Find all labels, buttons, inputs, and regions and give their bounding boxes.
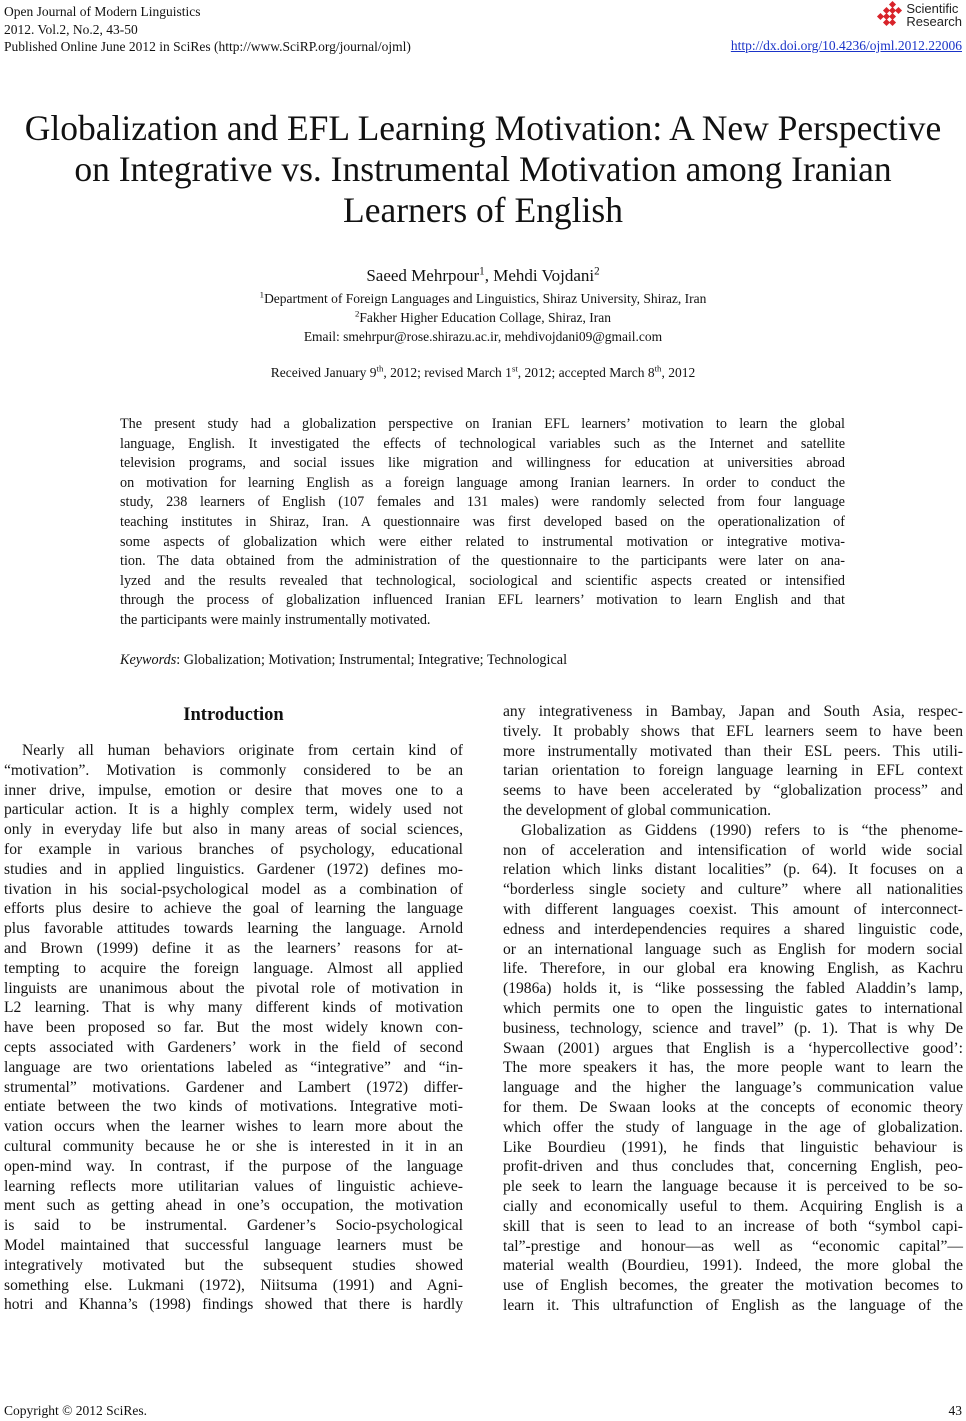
abstract — [120, 415, 845, 631]
t: , 2012; accepted March 8 — [517, 365, 655, 380]
text-line: language, English. It investigated the effects of technological variables such as the Internet and satellite — [120, 435, 845, 452]
t: , 2012 — [661, 365, 696, 380]
text-line: efforts plus desire to achieve the goal of learning the language — [4, 900, 463, 918]
text-line: studies and in applied linguistics. Gardener (1972) defines mo- — [4, 860, 463, 878]
text-line: L2 learning. That is why many different kinds of motivation — [4, 999, 463, 1017]
text-line: (1986a) holds it, is “like possessing the fabled Aladdin’s lamp, — [503, 980, 963, 998]
text-line: skill that is seen to lead to an increase of both “symbol capi- — [503, 1217, 963, 1235]
text-line: material wealth (Bourdieu, 1991). Indeed, the more global the — [503, 1257, 963, 1275]
affiliation-1 — [0, 289, 966, 308]
received-dates — [0, 365, 966, 381]
separator: , — [484, 266, 494, 285]
text-line: ment such as getting ahead in one’s occupation, the motivation — [4, 1197, 463, 1215]
text-line: have been proposed so far. But the most widely known con- — [4, 1019, 463, 1037]
text-line: profit-driven and thus concludes that, concerning English, peo- — [503, 1158, 963, 1176]
text-line: for example in various branches of psychology, educational — [4, 840, 463, 858]
authors — [0, 266, 966, 286]
text-line: any integrativeness in Bambay, Japan and South Asia, respec- — [503, 703, 963, 720]
affiliation-text: Fakher Higher Education Collage, Shiraz, Iran — [359, 310, 611, 325]
text-line: relation which links distant localities” (p. 64). It focuses on a — [503, 861, 963, 879]
logo-text-scientific: Scientific — [906, 1, 959, 16]
text-line: on motivation for learning English as a foreign language among Iranian learners. In order to conduct the — [120, 474, 845, 491]
left-column — [4, 741, 463, 1315]
t: st — [511, 363, 518, 374]
text-line: is said to be instrumental. Gardener’s Socio-psychological — [4, 1217, 463, 1235]
text-line: tempting to acquire the foreign language. Almost all applied — [4, 959, 463, 977]
scirp-logo — [873, 0, 962, 30]
text-line: seems to have been accelerated by “globalization process” and — [503, 782, 963, 800]
text-line: use of English becomes, the greater the motivation becomes to — [503, 1277, 963, 1295]
text-line: cially and economically useful to them. Acquiring English is a — [503, 1197, 963, 1215]
text-line: for them. De Swaan looks at the concepts of economic theory — [503, 1098, 963, 1116]
diamond-logo-icon — [873, 0, 903, 30]
text-line: tion. The data obtained from the administration of the questionnaire to the participants were later on ana- — [120, 553, 845, 570]
logo-text-research: Research — [906, 14, 962, 29]
t: th — [654, 363, 662, 374]
text-line: learn it. This ultrafunction of English as the language of the — [503, 1296, 963, 1314]
author-name: Mehdi Vojdani — [493, 266, 595, 285]
text-line: edness and interdependencies requires a shared linguistic code, — [503, 920, 963, 938]
text-line: strumental” motivations. Gardener and Lambert (1972) differ- — [4, 1078, 463, 1096]
text-line: only in everyday life but also in many areas of social sciences, — [4, 821, 463, 839]
text-line: business, technology, science and travel” (p. 1). That is why De — [503, 1019, 963, 1037]
affiliation-2 — [0, 308, 966, 327]
affiliation-text: Department of Foreign Languages and Linguistics, Shiraz University, Shiraz, Iran — [264, 291, 707, 306]
text-line: cepts associated with Gardeners’ work in the field of second — [4, 1038, 463, 1056]
text-line: Globalization as Giddens (1990) refers to is “the phenome- — [521, 821, 963, 839]
author-name: Saeed Mehrpour — [366, 266, 480, 285]
journal-header — [4, 3, 411, 56]
t: th — [376, 363, 384, 374]
copyright: Copyright © 2012 SciRes. — [4, 1403, 148, 1418]
right-column — [503, 702, 963, 1316]
text-line: tively. It probably shows that EFL learners seem to have been — [503, 722, 963, 740]
text-line: “borderless single society and culture” where all nationalities — [503, 881, 963, 899]
text-line: which offer the study of language in the age of globalization. — [503, 1118, 963, 1136]
text-line: and Brown (1999) define it as the learners’ reasons for at- — [4, 939, 463, 957]
text-line: tal”-prestige and honour—as well as “economic capital”— — [503, 1237, 963, 1255]
keywords-label: Keywords — [120, 652, 177, 668]
text-line: The present study had a globalization perspective on Iranian EFL learners’ motivation to learn the global — [120, 416, 845, 432]
text-line: Like Bourdieu (1991), he finds that linguistic behaviour is — [503, 1138, 963, 1156]
text-line: tivation in his social-psychological model as a combination of — [4, 880, 463, 898]
text-line: ple seek to learn the language because it is perceived to be so- — [503, 1178, 963, 1196]
text-line: plus favorable attitudes towards learning the language. Arnold — [4, 920, 463, 938]
text-line: tarian orientation to foreign language learning in EFL context — [503, 762, 963, 780]
section-heading: Introduction — [183, 705, 284, 725]
text-line: hotri and Khanna’s (1998) findings showed that there is hardly — [4, 1296, 463, 1314]
text-line: Swaan (2001) argues that English is a ‘hypercollective good’: — [503, 1039, 963, 1057]
email: Email: smehrpur@rose.shirazu.ac.ir, mehdivojdani09@gmail.com — [303, 329, 663, 344]
text-line: integratively motivated but the subsequent studies showed — [4, 1256, 463, 1274]
title-line: Globalization and EFL Learning Motivation: A New Perspective — [24, 108, 942, 148]
paper-title — [0, 108, 966, 231]
text-line: more instrumentally motivated than their ESL peers. This utili- — [503, 742, 963, 760]
journal-name: Open Journal of Modern Linguistics — [4, 4, 201, 19]
text-line: The more speakers it has, the more people want to learn the — [503, 1059, 963, 1077]
text-line: something else. Lukmani (1972), Niitsuma (1991) and Agni- — [4, 1276, 463, 1294]
keywords-text: : Globalization; Motivation; Instrumental; Integrative; Technological — [176, 652, 568, 668]
text-line: cultural community because he or she is interested in it in an — [4, 1137, 463, 1155]
text-line: lyzed and the results revealed that technological, sociological and scientific aspects created or intensified — [120, 572, 845, 589]
text-line: some aspects of globalization which were either related to instrumental motivation or integrative motiva- — [120, 533, 845, 550]
affiliations — [0, 289, 966, 346]
doi-link[interactable]: http://dx.doi.org/10.4236/ojml.2012.22006 — [730, 38, 962, 53]
text-line: study, 238 learners of English (107 females and 131 males) were randomly selected from four language — [120, 494, 845, 511]
text-line: the participants were mainly instrumentally motivated. — [120, 611, 431, 628]
text-line: language and the higher the language’s communication value — [503, 1079, 963, 1097]
text-line: life. Therefore, in our global era knowing English, as Kachru — [503, 960, 963, 978]
title-line: on Integrative vs. Instrumental Motivation among Iranian — [74, 149, 892, 189]
text-line: with different languages coexist. This amount of interconnect- — [503, 900, 963, 918]
text-line: linguists are unanimous about the pivotal role of motivation in — [4, 979, 463, 997]
affiliation-marker: 2 — [355, 308, 360, 319]
title-line: Learners of English — [343, 190, 623, 230]
journal-volume: 2012. Vol.2, No.2, 43-50 — [4, 21, 138, 37]
publication-info: Published Online June 2012 in SciRes (http://www.SciRP.org/journal/ojml) — [4, 39, 411, 54]
page-number: 43 — [948, 1403, 962, 1418]
text-line: entiate between the two kinds of motivations. Integrative moti- — [4, 1098, 463, 1116]
text-line: or an international language such as English for modern social — [503, 940, 963, 958]
text-line: vation occurs when the learner wishes to learn more about the — [4, 1118, 463, 1136]
text-line: language are two orientations labeled as “integrative” and “in- — [4, 1058, 463, 1076]
text-line: teaching institutes in Shiraz, Iran. A questionnaire was first developed based on the operationalization of — [120, 513, 845, 530]
text-line: Nearly all human behaviors originate from certain kind of — [22, 742, 463, 759]
text-line: Model maintained that successful language learners must be — [4, 1236, 463, 1254]
text-line: which permits one to open the linguistic gates to international — [503, 999, 963, 1017]
text-line: particular action. It is a highly complex term, widely used not — [4, 801, 463, 819]
affiliation-marker: 1 — [479, 265, 485, 278]
text-line: open-mind way. In contrast, if the purpose of the language — [4, 1157, 463, 1175]
text-line: the development of global communication. — [503, 801, 772, 819]
text-line: through the process of globalization influenced Iranian EFL learners’ motivation to learn English and that — [120, 592, 845, 609]
keywords — [120, 652, 567, 669]
affiliation-marker: 2 — [594, 265, 600, 278]
text-line: learning reflects more utilitarian values of linguistic achieve- — [4, 1177, 463, 1195]
t: Received January 9 — [270, 365, 377, 380]
text-line: inner drive, impulse, emotion or desire that moves one to a — [4, 781, 463, 799]
text-line: television programs, and social issues like migration and willingness for education at universities abroad — [120, 455, 845, 472]
affiliation-marker: 1 — [259, 289, 265, 300]
t: , 2012; revised March 1 — [383, 365, 512, 380]
text-line: “motivation”. Motivation is commonly considered to be an — [4, 761, 463, 779]
text-line: non of acceleration and intensification of world wide social — [503, 841, 963, 859]
